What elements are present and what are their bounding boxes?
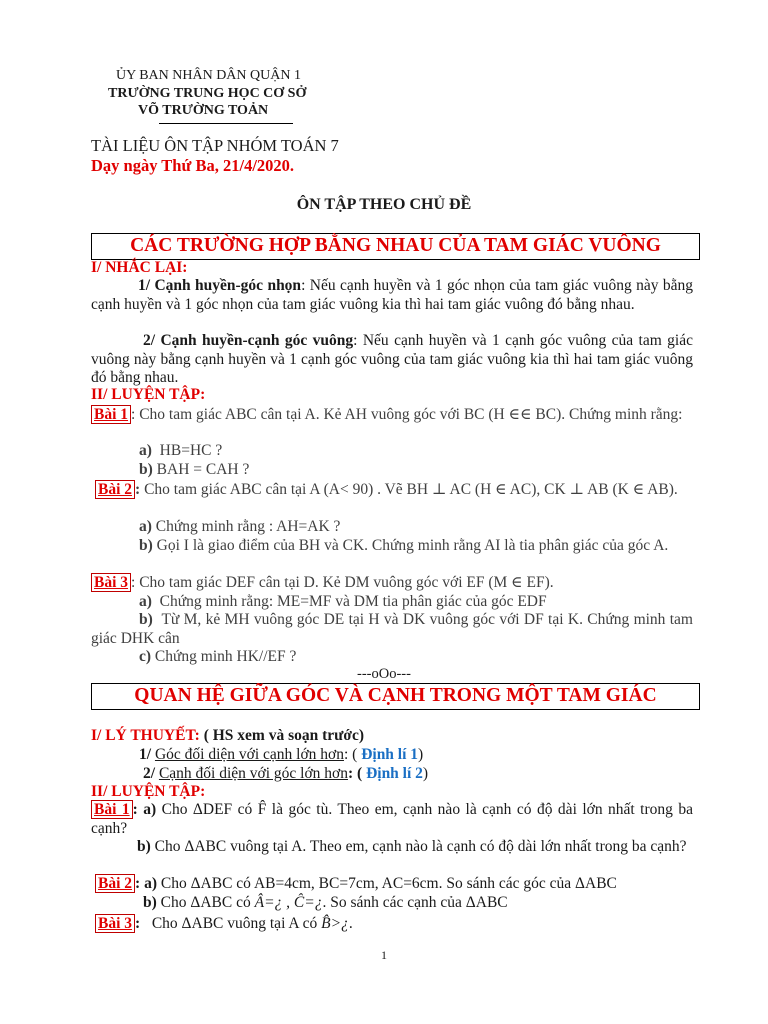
section2-title-box (91, 683, 700, 710)
theory-item-2: 2/ Cạnh đối diện với góc lớn hơn: ( Định lí 2) (143, 765, 429, 782)
section2-title: QUAN HỆ GIỮA GÓC VÀ CẠNH TRONG MỘT TAM GIÁC (134, 685, 657, 706)
s1-ex2-label: Bài 2 (95, 480, 135, 499)
s1-ex2-text: Cho tam giác ABC cân tại A (A< 90) . Vẽ BH ⊥ AC (H ∈ AC), CK ⊥ AB (K ∈ AB). (144, 481, 678, 498)
recall-heading: I/ NHẮC LẠI: (91, 259, 188, 276)
s1-ex3-b: b) Từ M, kẻ MH vuông góc DE tại H và DK vuông góc với DF tại K. Chứng minh tam giác DHK cân (91, 611, 693, 647)
s2-ex3-label: Bài 3 (95, 914, 135, 933)
s2-ex2-label: Bài 2 (95, 874, 135, 893)
theory-item-1: 1/ Góc đối diện với cạnh lớn hơn: ( Định lí 1) (139, 746, 424, 763)
s1-exercise-1 (91, 406, 693, 425)
s2-ex2-b: b) Cho ΔABC có Â=¿ , Ĉ=¿. So sánh các cạnh của ΔABC (143, 894, 508, 911)
header-line-2: TRƯỜNG TRUNG HỌC CƠ SỞ (108, 86, 307, 101)
theory-heading-line (91, 727, 364, 745)
rule-1 (91, 277, 693, 314)
doc-title: TÀI LIỆU ÔN TẬP NHÓM TOÁN 7 (91, 136, 339, 155)
s2-ex1-b: b) Cho ΔABC vuông tại A. Theo em, cạnh nào là cạnh có độ dài lớn nhất trong ba cạnh? (137, 838, 687, 855)
date-line: Dạy ngày Thứ Ba, 21/4/2020. (91, 156, 295, 175)
s2-ex1-label: Bài 1 (91, 800, 133, 819)
s1-ex1-a: a) HB=HC ? (139, 442, 223, 459)
s1-ex3-a: a) Chứng minh rằng: ME=MF và DM tia phân giác của góc EDF (139, 593, 547, 610)
s1-ex3-label: Bài 3 (91, 573, 131, 592)
practice-heading-2: II/ LUYỆN TẬP: (91, 783, 206, 800)
s1-exercise-2: Bài 2 : Cho tam giác ABC cân tại A (A< 90) . Vẽ BH ⊥ AC (H ∈ AC), CK ⊥ AB (K ∈ AB). (91, 481, 693, 500)
main-title: ÔN TẬP THEO CHỦ ĐỀ (296, 196, 472, 213)
theory-heading: I/ LÝ THUYẾT: (91, 727, 200, 744)
rule-2-text: : Nếu cạnh huyền và 1 cạnh góc vuông của tam giác vuông này bằng cạnh huyền và 1 cạnh góc vuông của tam giác vuông kia thì hai tam giác vuông đó bằng nhau. (91, 332, 693, 386)
header-underline (159, 123, 293, 124)
practice-heading-1: II/ LUYỆN TẬP: (91, 386, 206, 403)
section1-title: CÁC TRƯỜNG HỢP BẰNG NHAU CỦA TAM GIÁC VUÔNG (130, 235, 661, 256)
theorem-2-ref: Định lí 2 (366, 765, 423, 782)
s2-exercise-2: Bài 2 : a) Cho ΔABC có AB=4cm, BC=7cm, AC=6cm. So sánh các góc của ΔABC (95, 875, 617, 893)
header-line-3: VÕ TRƯỜNG TOẢN (138, 103, 269, 118)
theory-note: ( HS xem và soạn trước) (203, 727, 365, 744)
page-number: 1 (381, 948, 387, 962)
s1-ex1-b: b) BAH = CAH ? (139, 461, 250, 478)
s2-exercise-3: Bài 3 : Cho ΔABC vuông tại A có B̂>¿. (95, 915, 353, 933)
theorem-1-ref: Định lí 1 (361, 746, 419, 763)
s1-ex3-text: : Cho tam giác DEF cân tại D. Kẻ DM vuông góc với EF (M ∈ EF). (131, 574, 554, 591)
s1-ex1-text: : Cho tam giác ABC cân tại A. Kẻ AH vuông góc với BC (H ∈∈ BC). Chứng minh rằng: (131, 406, 683, 423)
s1-ex2-a: a) Chứng minh rằng : AH=AK ? (139, 518, 341, 535)
header-line-1: ỦY BAN NHÂN DÂN QUẬN 1 (116, 68, 301, 83)
rule-2-label: 2/ Cạnh huyền-cạnh góc vuông (143, 332, 354, 349)
rule-1-text: : Nếu cạnh huyền và 1 góc nhọn của tam giác vuông này bằng cạnh huyền và 1 góc nhọn của tam giác vuông kia thì hai tam giác vuông đó bằng nhau. (91, 277, 693, 313)
s2-exercise-1: Bài 1 : a) Cho ΔDEF có F̂ là góc tù. Theo em, cạnh nào là cạnh có độ dài lớn nhất trong ba cạnh? (91, 801, 693, 837)
s1-exercise-3 (91, 574, 693, 593)
section1-title-box (91, 233, 700, 260)
s1-ex3-c: c) Chứng minh HK//EF ? (139, 648, 297, 665)
rule-2 (91, 332, 693, 388)
rule-1-label: 1/ Cạnh huyền-góc nhọn (138, 277, 302, 294)
s1-ex1-label: Bài 1 (91, 405, 131, 424)
s1-ex2-b: b) Gọi I là giao điểm của BH và CK. Chứng minh rằng AI là tia phân giác của góc A. (139, 537, 669, 554)
section-separator: ---oOo--- (357, 666, 411, 682)
